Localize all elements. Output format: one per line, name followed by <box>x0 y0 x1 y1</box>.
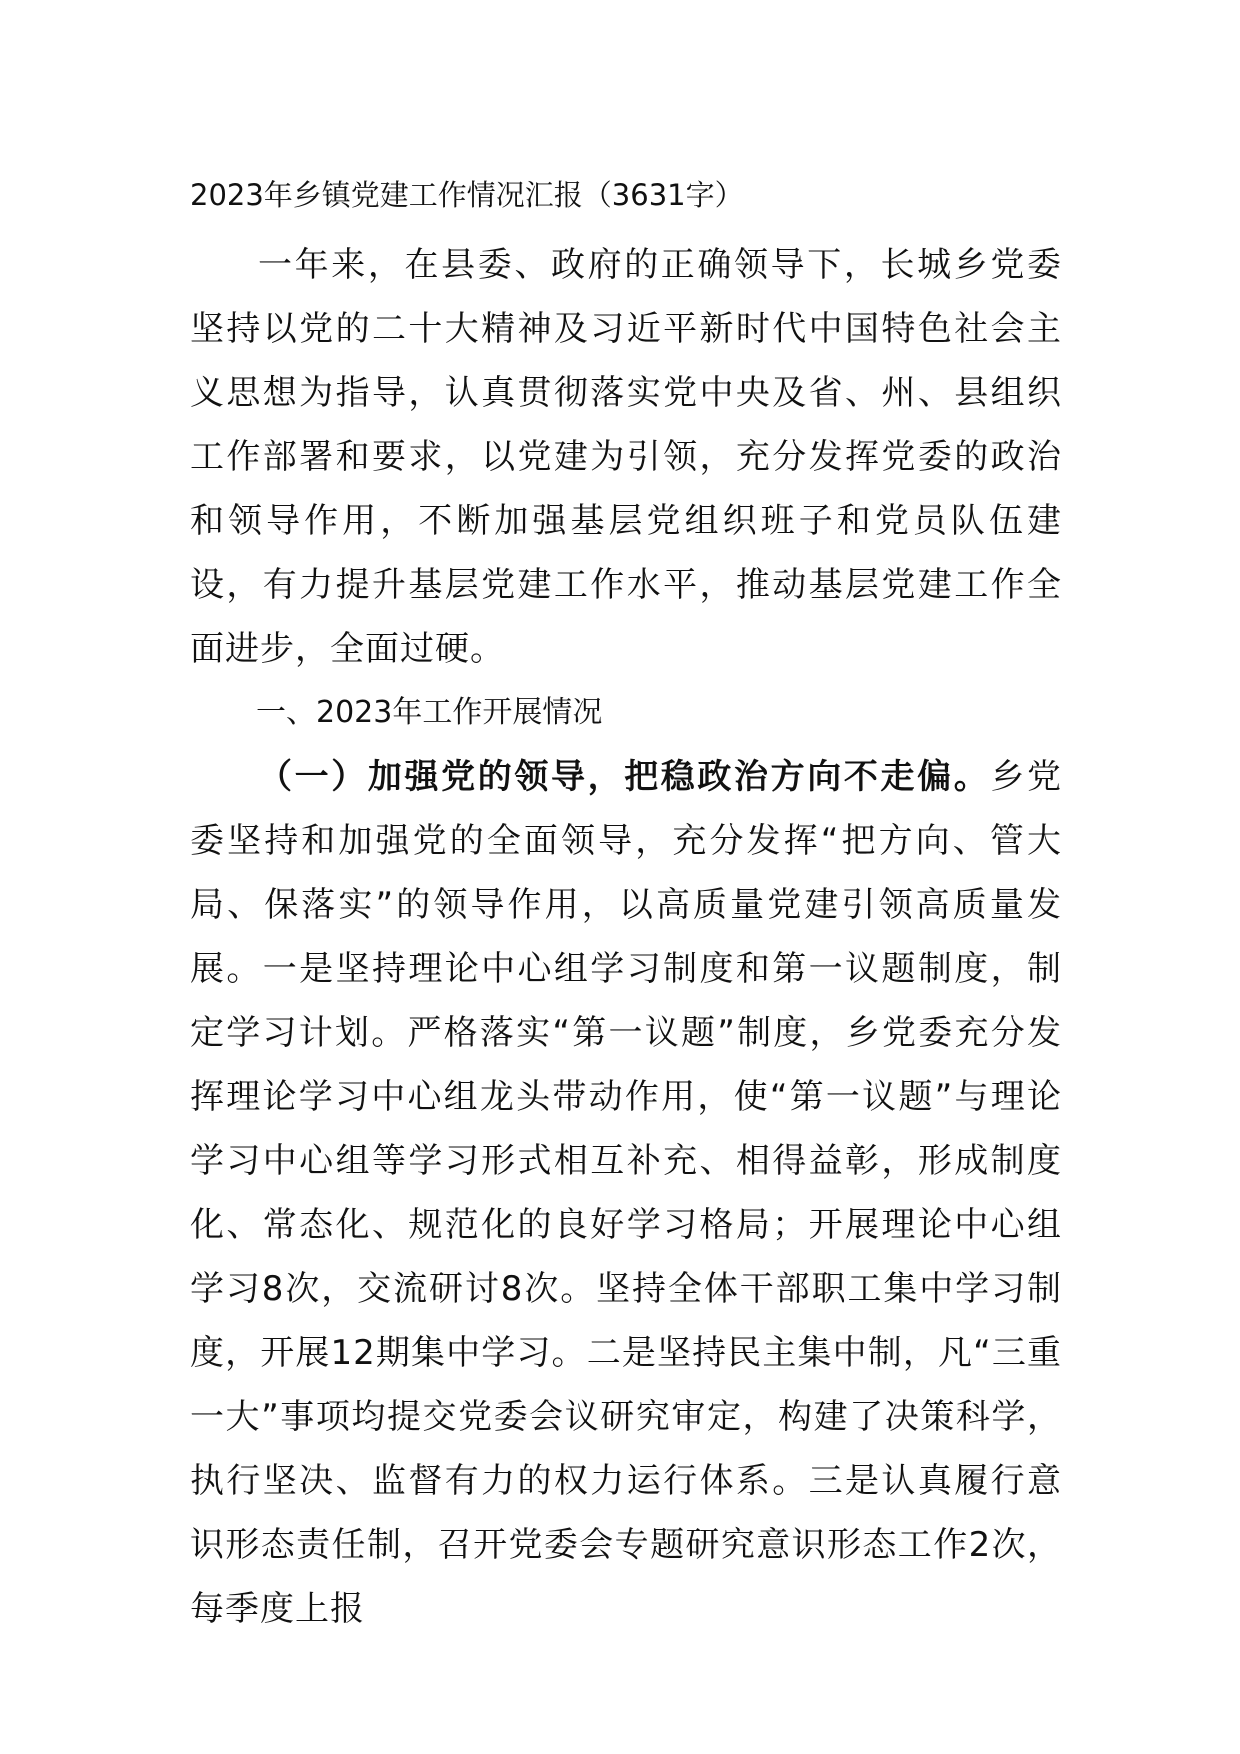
section-heading: 一、2023年工作开展情况 <box>256 695 603 730</box>
section-paragraph <box>190 745 1062 1641</box>
paragraph-lead: （一）加强党的领导，把稳政治方向不走偏。 <box>258 757 991 797</box>
document-body <box>190 172 1062 1641</box>
document-title: 2023年乡镇党建工作情况汇报（3631字） <box>190 178 744 212</box>
intro-paragraph: 一年来，在县委、政府的正确领导下，长城乡党委坚持以党的二十大精神及习近平新时代中国特色社会主义思想为指导，认真贯彻落实党中央及省、州、县组织工作部署和要求，以党建为引领，充分发挥党委的政治和领导作用，不断加强基层党组织班子和党员队伍建设，有力提升基层党建工作水平，推动基层党建工作全面进步，全面过硬。 <box>190 245 1062 669</box>
paragraph-body: 乡党委坚持和加强党的全面领导，充分发挥“把方向、管大局、保落实”的领导作用，以高质量党建引领高质量发展。一是坚持理论中心组学习制度和第一议题制度，制定学习计划。严格落实“第一议题”制度，乡党委充分发挥理论学习中心组龙头带动作用，使“第一议题”与理论学习中心组等学习形式相互补充、相得益彰，形成制度化、常态化、规范化的良好学习格局；开展理论中心组学习8次，交流研讨8次。坚持全体干部职工集中学习制度，开展12期集中学习。二是坚持民主集中制，凡“三重一大”事项均提交党委会议研究审定，构建了决策科学，执行坚决、监督有力的权力运行体系。三是认真履行意识形态责任制，召开党委会专题研究意识形态工作2次，每季度上报 <box>190 757 1063 1629</box>
